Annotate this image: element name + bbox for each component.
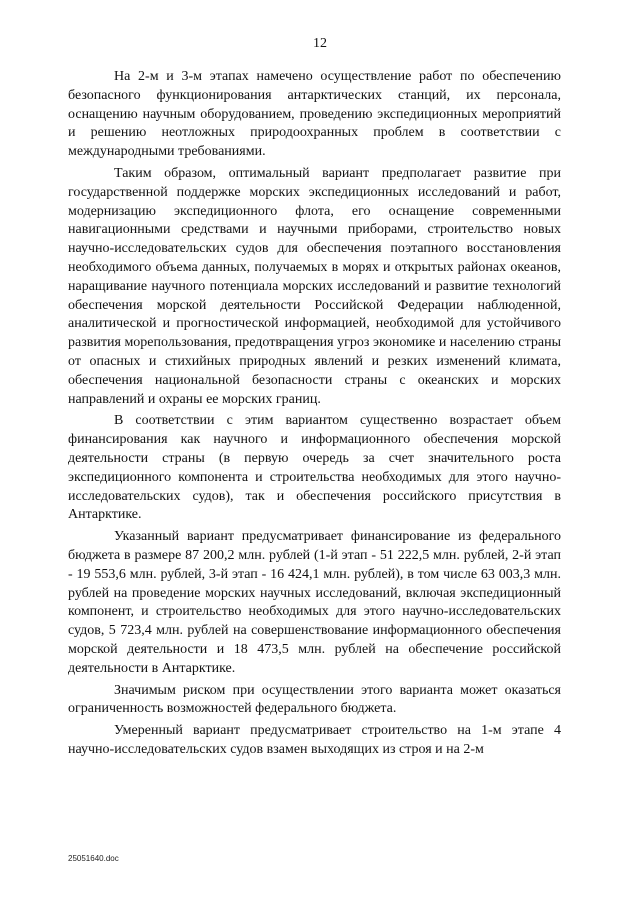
document-body <box>68 68 561 763</box>
paragraph: В соответствии с этим вариантом существенно возрастает объем финансирования как научного и информационного обеспечения морской деятельности страны (в первую очередь за счет значительного роста экспедиционного компонента и строительства необходимых для этого научно-исследовательских судов), так и обеспечения российского присутствия в Антарктике. <box>68 413 561 523</box>
footer-filename: 25051640.doc <box>68 854 119 863</box>
paragraph: На 2-м и 3-м этапах намечено осуществление работ по обеспечению безопасного функционирования антарктических станций, их персонала, оснащению научным оборудованием, проведению экспедиционных мероприятий и решению неотложных природоохранных проблем в соответствии с международными требованиями. <box>68 69 561 160</box>
paragraph: Умеренный вариант предусматривает строительство на 1-м этапе 4 научно-исследовательских судов взамен выходящих из строя и на 2-м <box>68 723 561 757</box>
paragraph: Указанный вариант предусматривает финансирование из федерального бюджета в размере 87 200,2 млн. рублей (1-й этап - 51 222,5 млн. рублей, 2-й этап - 19 553,6 млн. рублей, 3-й этап - 16 424,1 млн. рублей), в том числе 63 003,3 млн. рублей на проведение морских научных исследований, включая экспедиционный компонент, и строительство необходимых для этого научно-исследовательских судов, 5 723,4 млн. рублей на совершенствование информационного обеспечения морской деятельности и 18 473,5 млн. рублей на обеспечение российской деятельности в Антарктике. <box>68 529 561 676</box>
page-number: 12 <box>313 36 327 51</box>
paragraph: Таким образом, оптимальный вариант предполагает развитие при государственной поддержке морских экспедиционных исследований и работ, модернизацию экспедиционного флота, его оснащение современными навигационными средствами и научными приборами, строительство новых научно-исследовательских судов для обеспечения поэтапного восстановления необходимого объема данных, получаемых в морях и открытых районах океанов, наращивание научного потенциала морских исследований и развитие технологий обеспечения морской деятельности Российской Федерации наблюденной, аналитической и прогностической информацией, необходимой для устойчивого развития морепользования, предотвращения угроз экономике и населению страны от опасных и стихийных природных явлений и резких изменений климата, обеспечения национальной безопасности страны с океанских и морских направлений и охраны ее морских границ. <box>68 165 561 407</box>
paragraph: Значимым риском при осуществлении этого варианта может оказаться ограниченность возможностей федерального бюджета. <box>68 682 561 717</box>
